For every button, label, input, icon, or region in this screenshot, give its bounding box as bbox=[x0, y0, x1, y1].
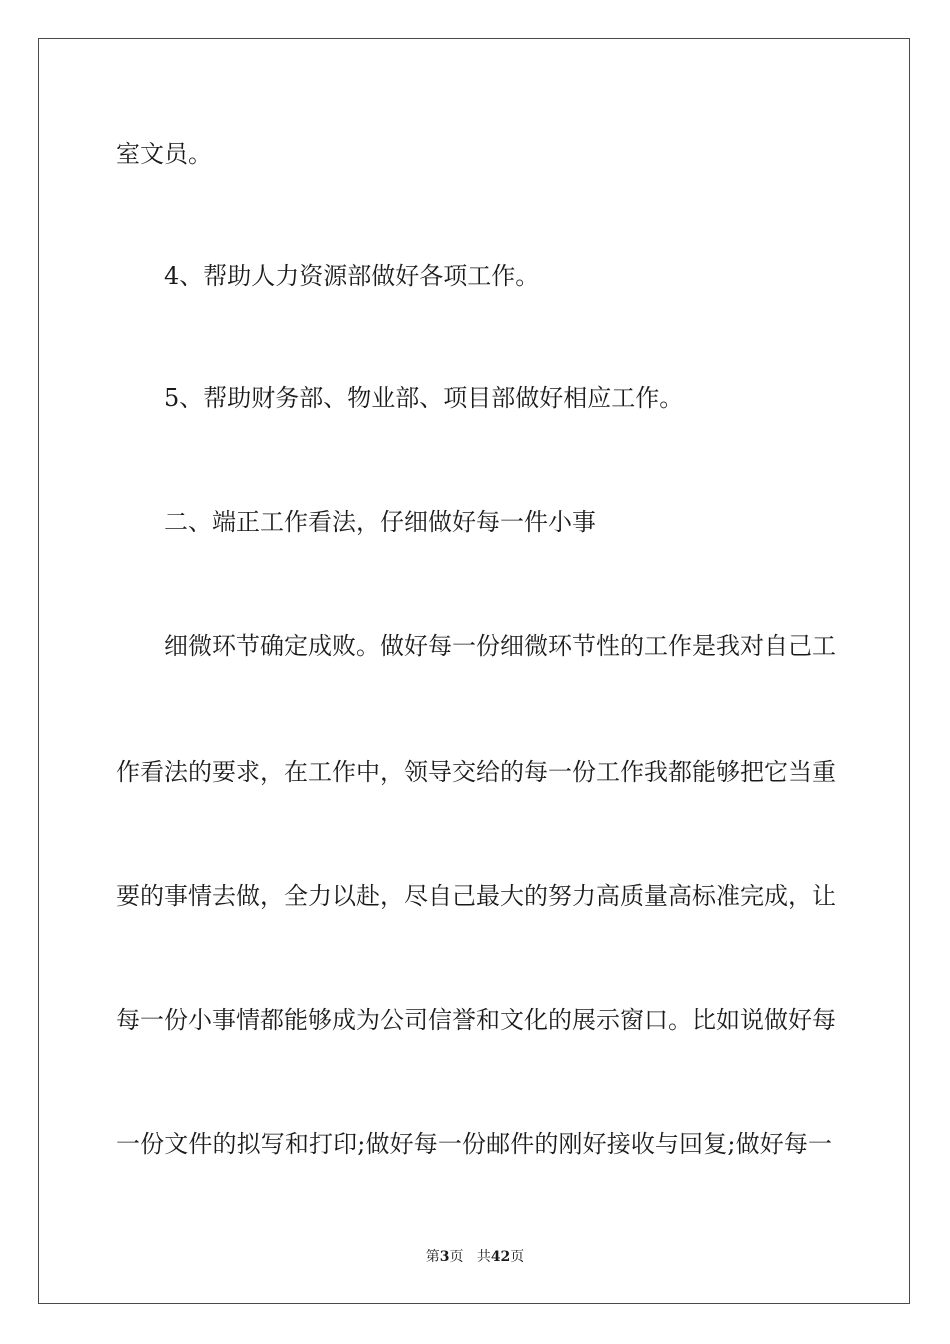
page-frame bbox=[38, 38, 910, 1304]
footer-page-prefix: 第 bbox=[425, 1249, 440, 1265]
paragraph-line-4: 每一份小事情都能够成为公司信誉和文化的展示窗口。比如说做好每 bbox=[116, 1006, 836, 1034]
list-item-4: 4、帮助人力资源部做好各项工作。 bbox=[164, 262, 540, 290]
paragraph-line-3: 要的事情去做，全力以赴，尽自己最大的努力高质量高标准完成，让 bbox=[116, 882, 836, 910]
footer-page-number: 3 bbox=[439, 1249, 450, 1265]
paragraph-line-5: 一份文件的拟写和打印;做好每一份邮件的刚好接收与回复;做好每一 bbox=[116, 1130, 832, 1158]
footer-page-suffix: 页 bbox=[449, 1249, 464, 1265]
list-item-5: 5、帮助财务部、物业部、项目部做好相应工作。 bbox=[164, 384, 684, 412]
paragraph-line-2: 作看法的要求，在工作中，领导交给的每一份工作我都能够把它当重 bbox=[116, 758, 836, 786]
footer-total-pages: 42 bbox=[490, 1249, 511, 1265]
footer-total-suffix: 页 bbox=[510, 1249, 525, 1265]
section-heading: 二、端正工作看法，仔细做好每一件小事 bbox=[164, 508, 596, 536]
text-line-continuation: 室文员。 bbox=[116, 140, 212, 168]
paragraph-line-1: 细微环节确定成败。做好每一份细微环节性的工作是我对自己工 bbox=[164, 632, 836, 660]
footer-total-prefix: 共 bbox=[476, 1249, 491, 1265]
page-footer bbox=[0, 1247, 950, 1267]
